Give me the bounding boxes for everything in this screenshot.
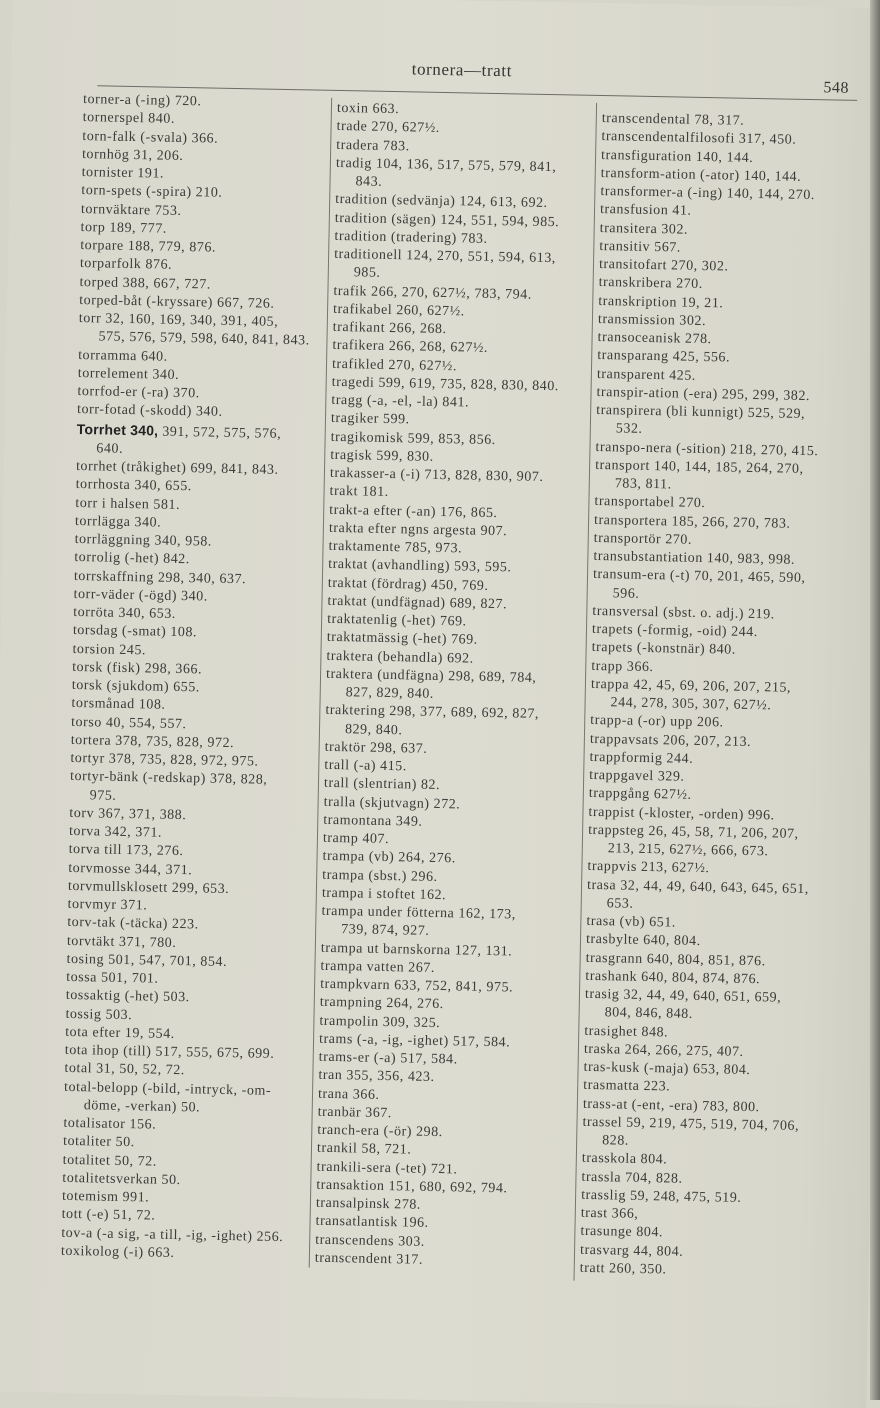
index-entry: trams (-a, -ig, -ighet) 517, 584.	[318, 1031, 511, 1051]
index-entry: torr 32, 160, 169, 340, 391, 405, 575, 576, 579, 598, 640, 841, 843.	[78, 311, 310, 349]
index-entry: traktera (undfägna) 298, 689, 784, 827, 829, 840.	[325, 666, 537, 702]
index-entry: transmission 302.	[597, 311, 707, 329]
index-entry: trampa under fötterna 162, 173, 739, 874, 927.	[321, 903, 516, 940]
index-entry: trappsteg 26, 45, 58, 71, 206, 207, 213, 215, 627½, 666, 673.	[588, 822, 799, 860]
index-entry: torr i halsen 581.	[75, 495, 181, 513]
index-entry: tragisk 599, 830.	[330, 447, 434, 465]
index-entry: trafikled 270, 627½.	[331, 356, 458, 374]
index-entry: transpir-ation (-era) 295, 299, 382.	[596, 384, 811, 404]
index-entry: trasa (vb) 651.	[586, 913, 677, 931]
index-entry: torrelement 340.	[77, 365, 180, 383]
index-entry: torparfolk 876.	[79, 256, 173, 274]
index-entry: tras-kusk (-maja) 653, 804.	[583, 1059, 751, 1079]
index-entry: trasa 32, 44, 49, 640, 643, 645, 651, 653.	[586, 877, 809, 912]
index-entry: transum-era (-t) 70, 201, 465, 590, 596.	[592, 567, 806, 602]
index-entry: trappa 42, 45, 69, 206, 207, 215, 244, 278, 305, 307, 627½.	[590, 676, 792, 714]
index-entry: torvmosse 344, 371.	[68, 860, 193, 878]
index-entry: tran 355, 356, 423.	[318, 1067, 435, 1086]
index-entry: trasig 32, 44, 49, 640, 651, 659, 804, 846, 848.	[584, 986, 782, 1023]
index-entry: trankili-sera (-tet) 721.	[316, 1159, 458, 1177]
index-entry: tratt 260, 350.	[579, 1260, 667, 1278]
index-entry: trasskola 804.	[581, 1151, 668, 1168]
index-entry: traktatmässig (-het) 769.	[326, 630, 478, 648]
index-entry: trassla 704, 828.	[581, 1169, 683, 1187]
index-entry: traska 264, 266, 275, 407.	[583, 1041, 744, 1060]
index-entry: traktering 298, 377, 689, 692, 827, 829, 840.	[325, 703, 540, 738]
index-entry: trafikera 266, 268, 627½.	[332, 338, 489, 357]
index-entry: trapets (-konstnär) 840.	[591, 640, 736, 658]
index-column-right	[580, 110, 825, 1282]
index-entry: tott (-e) 51, 72.	[61, 1207, 156, 1224]
index-entry: transoceanisk 278.	[597, 329, 712, 348]
index-entry: trapp 366.	[591, 658, 654, 675]
index-entry: trasighet 848.	[584, 1023, 669, 1040]
index-entry: torrläggning 340, 958.	[74, 531, 213, 550]
index-entry: transparent 425.	[596, 366, 697, 384]
index-entry: transformer-a (-ing) 140, 144, 270.	[600, 183, 816, 204]
index-entry: transfusion 41.	[599, 202, 692, 219]
index-entry: traktat (undfägnad) 689, 827.	[327, 593, 508, 613]
index-entry: torrskaffning 298, 340, 637.	[73, 568, 247, 587]
index-column-left	[61, 91, 315, 1265]
index-entry: tralla (skjutvagn) 272.	[323, 794, 461, 812]
index-entry: transcendentalfilosofi 317, 450.	[601, 129, 797, 148]
index-entry: trankil 58, 721.	[316, 1140, 412, 1158]
index-entry: transportör 270.	[593, 530, 693, 548]
index-entry: transportabel 270.	[594, 494, 706, 512]
index-entry: tortyr 378, 735, 828, 972, 975.	[70, 750, 259, 770]
index-entry: transalpinsk 278.	[315, 1195, 422, 1213]
index-entry: trappvis 213, 627½.	[587, 859, 710, 877]
index-entry: torso 40, 554, 557.	[70, 714, 187, 732]
index-entry: torr-väder (-ögd) 340.	[73, 586, 208, 605]
index-entry: trana 366.	[317, 1086, 380, 1103]
index-entry: torpare 188, 779, 876.	[80, 238, 217, 256]
index-entry: tossaktig (-het) 503.	[65, 988, 190, 1006]
index-entry: torv-tak (-täcka) 223.	[67, 915, 199, 933]
index-entry: tornister 191.	[81, 165, 165, 182]
index-entry: torsdag (-smat) 108.	[72, 623, 198, 641]
index-entry: trampa vatten 267.	[320, 958, 436, 976]
index-entry: traktamente 785, 973.	[328, 538, 463, 557]
index-entry: tramp 407.	[322, 830, 390, 848]
index-entry: transfiguration 140, 144.	[600, 147, 754, 166]
index-entry: trall (slentrian) 82.	[323, 776, 441, 794]
index-entry: transpirera (bli kunnigt) 525, 529, 532.	[596, 402, 806, 438]
index-entry: torrlägga 340.	[74, 513, 162, 531]
index-column-middle	[315, 100, 565, 1272]
index-entry: tradition (sägen) 124, 551, 594, 985.	[334, 210, 560, 230]
index-entry: total-belopp (-bild, -intryck, -om- döme, -verkan) 50.	[63, 1079, 272, 1116]
index-entry: totalitetsverkan 50.	[62, 1170, 181, 1188]
index-entry: tranbär 367.	[317, 1104, 393, 1121]
index-entry: trasgrann 640, 804, 851, 876.	[585, 950, 766, 969]
index-entry: trappist (-kloster, -orden) 996.	[588, 804, 775, 823]
index-entry: trappgavel 329.	[589, 767, 685, 785]
index-entry: trafik 266, 270, 627½, 783, 794.	[333, 283, 532, 303]
index-entry-headword-bold: Torrhet 340,	[76, 420, 159, 439]
index-entry: trapp-a (-or) upp 206.	[590, 713, 724, 731]
index-entry: trakasser-a (-i) 713, 828, 830, 907.	[329, 465, 544, 485]
index-entry: traktat (avhandling) 593, 595.	[328, 557, 512, 576]
index-entry: tossa 501, 701.	[66, 969, 159, 987]
index-entry: tornväktare 753.	[80, 201, 182, 219]
index-entry: trappavsats 206, 207, 213.	[589, 731, 752, 750]
index-entry: transitiv 567.	[599, 238, 682, 256]
index-entry: tov-a (-a sig, -a till, -ig, -ighet) 256.	[61, 1225, 284, 1245]
index-entry: torr-fotad (-skodd) 340.	[76, 402, 223, 421]
index-entry: transparang 425, 556.	[597, 348, 731, 366]
index-entry: tradition (tradering) 783.	[334, 228, 488, 247]
index-entry: torrfod-er (-ra) 370.	[77, 383, 200, 402]
index-entry: tradition (sedvänja) 124, 613, 692.	[335, 192, 548, 212]
index-entry: torv 367, 371, 388.	[69, 805, 187, 823]
index-entry: tota ihop (till) 517, 555, 675, 699.	[64, 1042, 275, 1062]
index-entry: trasmatta 223.	[583, 1078, 671, 1095]
index-entry: trafikant 266, 268.	[332, 319, 447, 338]
index-entry: torn-falk (-svala) 366.	[82, 128, 219, 147]
running-head: tornera—tratt	[411, 59, 513, 81]
index-entry: trall (-a) 415.	[324, 757, 407, 775]
index-entry: trampolin 309, 325.	[319, 1013, 441, 1031]
book-edge	[870, 0, 880, 1400]
index-entry: traktat (fördrag) 450, 769.	[327, 575, 489, 594]
index-entry: tortera 378, 735, 828, 972.	[70, 732, 235, 751]
index-entry: torröta 340, 653.	[73, 604, 177, 622]
index-entry: traktör 298, 637.	[324, 739, 428, 757]
index-entry: transportera 185, 266, 270, 783.	[593, 512, 791, 532]
index-entry: trampa (vb) 264, 276.	[322, 849, 456, 867]
index-entry: transitera 302.	[599, 220, 689, 238]
index-entry: trampkvarn 633, 752, 841, 975.	[319, 976, 514, 996]
index-entry: torped 388, 667, 727.	[79, 274, 212, 293]
index-entry: transversal (sbst. o. adj.) 219.	[592, 603, 775, 623]
index-entry: toxin 663.	[336, 100, 400, 118]
index-entry: transaktion 151, 680, 692, 794.	[316, 1177, 508, 1197]
index-entry: tradig 104, 136, 517, 575, 579, 841, 843.	[335, 155, 557, 190]
index-entry: tramontana 349.	[323, 812, 423, 830]
index-entry: torner-a (-ing) 720.	[82, 92, 202, 110]
index-entry: tornerspel 840.	[82, 110, 176, 128]
index-entry: trams-er (-a) 517, 584.	[318, 1049, 458, 1068]
index-entry: torva 342, 371.	[68, 823, 163, 841]
index-entry: transitofart 270, 302.	[598, 256, 729, 275]
index-entry: totalitet 50, 72.	[62, 1152, 157, 1170]
index-entry: torrhet (tråkighet) 699, 841, 843.	[75, 458, 279, 478]
index-entry: transatlantisk 196.	[315, 1213, 429, 1232]
index-entry: tosing 501, 547, 701, 854.	[66, 951, 228, 970]
index-entry: trampa i stoftet 162.	[321, 885, 447, 903]
page-number: 548	[823, 79, 850, 97]
index-entry: trast 366,	[580, 1205, 639, 1222]
index-entry: trafikabel 260, 627½.	[332, 301, 465, 320]
index-entry: trass-at (-ent, -era) 783, 800.	[582, 1096, 760, 1115]
index-entry: tragedi 599, 619, 735, 828, 830, 840.	[331, 374, 560, 394]
index-entry: trampa ut barnskorna 127, 131.	[320, 940, 513, 959]
index-entry: transkription 19, 21.	[598, 293, 724, 311]
index-entry: transubstantiation 140, 983, 998.	[593, 548, 796, 568]
index-entry: totemism 991.	[61, 1188, 150, 1206]
index-entry: torramma 640.	[78, 347, 168, 365]
index-entry: transcendens 303.	[315, 1232, 426, 1250]
index-entry: torsmånad 108.	[71, 696, 166, 713]
index-entry: torsk (fisk) 298, 366.	[72, 659, 203, 678]
index-entry: trampa (sbst.) 296.	[322, 867, 438, 885]
index-entry: traktera (behandla) 692.	[326, 648, 474, 667]
index-entry: trakt 181.	[329, 484, 389, 501]
index-entry: transcendental 78, 317.	[601, 111, 745, 129]
index-entry: trasbylte 640, 804.	[585, 932, 701, 950]
index-entry: torp 189, 777.	[80, 219, 168, 237]
index-entry: torvmyr 371.	[67, 896, 148, 914]
index-entry: torsk (sjukdom) 655.	[71, 677, 201, 696]
index-entry: tradera 783.	[336, 137, 410, 154]
index-entry: trakta efter ngns argesta 907.	[328, 520, 508, 540]
index-entry: trampning 264, 276.	[319, 995, 444, 1013]
index-entry: trappformig 244.	[589, 749, 694, 767]
index-entry: trassel 59, 219, 475, 519, 704, 706, 828.	[582, 1114, 800, 1149]
index-entry: torrhosta 340, 655.	[75, 477, 193, 495]
index-entry: torva till 173, 276.	[68, 842, 184, 860]
index-entry: tragikomisk 599, 853, 856.	[330, 429, 496, 448]
index-entry: trasvarg 44, 804.	[579, 1242, 684, 1260]
index-entry: tortyr-bänk (-redskap) 378, 828, 975.	[69, 769, 268, 804]
index-entry: transkribera 270.	[598, 275, 703, 293]
index-entry: torrolig (-het) 842.	[74, 550, 190, 568]
index-entry: torped-båt (-kryssare) 667, 726.	[79, 292, 275, 312]
index-entry: toxikolog (-i) 663.	[60, 1243, 175, 1261]
index-entry: total 31, 50, 52, 72.	[64, 1061, 186, 1079]
index-entry: transpo-nera (-sition) 218, 270, 415.	[595, 439, 819, 459]
index-entry: transport 140, 144, 185, 264, 270, 783, 811.	[595, 457, 804, 493]
index-entry: traditionell 124, 270, 551, 594, 613, 985.	[334, 246, 557, 282]
index-entry: tota efter 19, 554.	[65, 1024, 175, 1042]
index-entry: torsion 245.	[72, 641, 147, 658]
index-entry: transcendent 317.	[314, 1250, 424, 1268]
index-entry: tragg (-a, -el, -la) 841.	[331, 392, 470, 411]
index-entry: trashank 640, 804, 874, 876.	[585, 968, 761, 987]
index-entry: tragiker 599.	[330, 411, 410, 428]
index-entry: totaliter 50.	[62, 1134, 135, 1151]
index-entry: torn-spets (-spira) 210.	[81, 183, 223, 201]
index-entry-pages: 391, 572, 575, 576, 640.	[96, 424, 282, 457]
index-entry: tossig 503.	[65, 1006, 133, 1023]
index-entry: trasunge 804.	[580, 1224, 664, 1241]
index-entry: trapets (-formig, -oid) 244.	[591, 621, 758, 641]
index-entry: trasslig 59, 248, 475, 519.	[580, 1187, 742, 1206]
index-entry: trappgång 627½.	[588, 786, 692, 804]
index-entry: trakt-a efter (-an) 176, 865.	[329, 502, 498, 521]
index-entry: trade 270, 627½.	[336, 119, 441, 137]
index-entry: tornhög 31, 206.	[81, 146, 184, 164]
index-entry: tranch-era (-ör) 298.	[317, 1122, 443, 1141]
index-entry: totalisator 156.	[63, 1115, 157, 1133]
index-entry: torvmullsklosett 299, 653.	[67, 878, 230, 897]
index-entry: torvtäkt 371, 780.	[66, 933, 177, 951]
index-entry: transform-ation (-ator) 140, 144.	[600, 165, 802, 185]
index-entry	[76, 419, 308, 462]
index-entry: traktatenlig (-het) 769.	[327, 611, 467, 630]
